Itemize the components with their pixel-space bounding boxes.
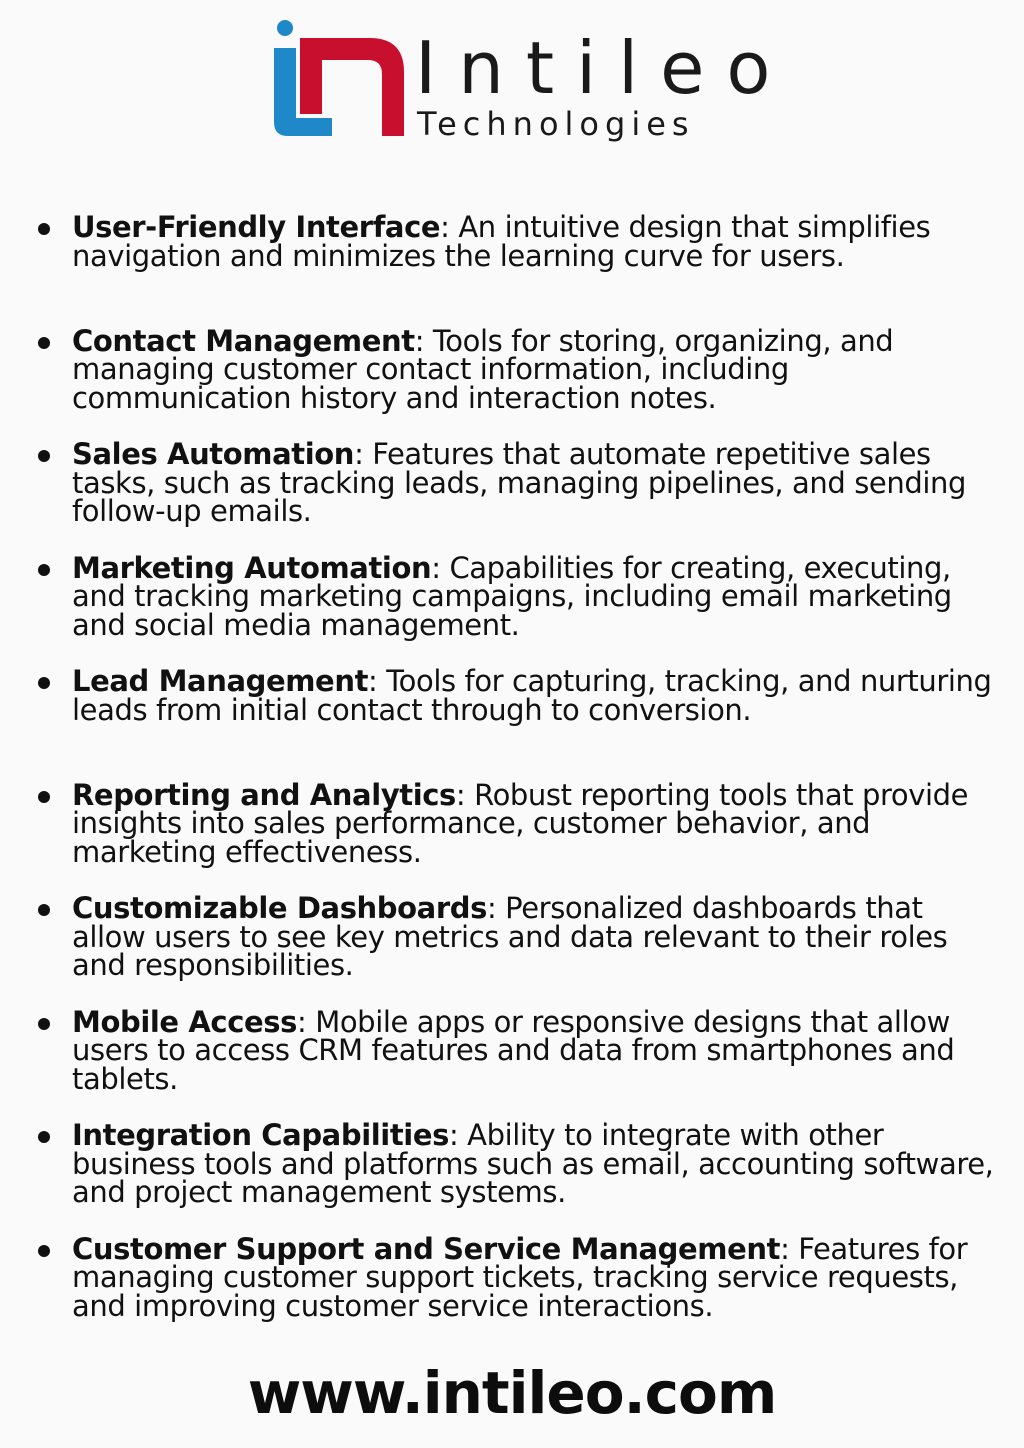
bullet-icon	[38, 1245, 50, 1257]
feature-name: Reporting and Analytics	[72, 777, 456, 812]
bullet-icon	[38, 1018, 50, 1030]
feature-name: Contact Management	[72, 323, 415, 358]
feature-description: Tools for storing, organizing, and managing customer contact information, including communication history and interaction notes.	[72, 323, 894, 415]
feature-description: Robust reporting tools that provide insights into sales performance, customer behavior, and marketing effectiveness.	[72, 777, 969, 869]
feature-description: Capabilities for creating, executing, and tracking marketing campaigns, including email marketing and social media management.	[72, 550, 952, 642]
list-item: Integration Capabilities: Ability to integrate with other business tools and platforms such as email, accounting software, and project management systems.	[0, 1121, 1024, 1235]
feature-description: An intuitive design that simplifies navigation and minimizes the learning curve for users.	[72, 210, 931, 273]
bullet-icon	[38, 450, 50, 462]
bullet-icon	[38, 1131, 50, 1143]
feature-name: Integration Capabilities	[72, 1118, 449, 1152]
feature-name: User-Friendly Interface	[72, 210, 441, 244]
list-item: Sales Automation: Features that automate repetitive sales tasks, such as tracking leads, managing pipelines, and sending follow-up emails.	[0, 440, 1024, 554]
list-item: Mobile Access: Mobile apps or responsive designs that allow users to access CRM features and data from smartphones and tablets.	[0, 1008, 1024, 1122]
list-item: Customizable Dashboards: Personalized dashboards that allow users to see key metrics and data relevant to their roles and responsibilities.	[0, 894, 1024, 1008]
feature-name: Marketing Automation	[72, 550, 432, 585]
list-item: Marketing Automation: Capabilities for creating, executing, and tracking marketing campaigns, including email marketing and social media management.	[0, 554, 1024, 668]
list-item: Customer Support and Service Management: Features for managing customer support tickets, tracking service requests, and improving customer service interactions.	[0, 1235, 1024, 1349]
feature-list	[0, 210, 1024, 1348]
feature-description: Mobile apps or responsive designs that allow users to access CRM features and data from smartphones and tablets.	[72, 1004, 955, 1096]
brand-subtitle: Technologies	[417, 105, 695, 143]
feature-name: Customer Support and Service Management	[72, 1231, 781, 1266]
bullet-icon	[38, 564, 50, 576]
website-url: www.intileo.com	[247, 1359, 777, 1427]
bullet-icon	[38, 904, 50, 916]
list-item: Contact Management: Tools for storing, organizing, and managing customer contact information, including communication history and interaction notes.	[0, 327, 1024, 441]
bullet-icon	[38, 677, 50, 689]
bullet-icon	[38, 791, 50, 803]
intileo-logo-icon	[270, 18, 410, 148]
list-item: Reporting and Analytics: Robust reporting tools that provide insights into sales performance, customer behavior, and marketing effectiveness.	[0, 781, 1024, 895]
feature-name: Mobile Access	[72, 1004, 298, 1039]
feature-name: Sales Automation	[72, 437, 355, 471]
brand-name: Intileo	[415, 26, 793, 110]
feature-name: Customizable Dashboards	[72, 891, 487, 925]
feature-description: Features that automate repetitive sales tasks, such as tracking leads, managing pipelines, and sending follow-up emails.	[72, 437, 967, 528]
brand-logo	[270, 18, 793, 148]
list-item: User-Friendly Interface: An intuitive design that simplifies navigation and minimizes the learning curve for users.	[0, 213, 1024, 327]
feature-description: Ability to integrate with other business tools and platforms such as email, accounting software, and project management systems.	[72, 1118, 994, 1209]
bullet-icon	[38, 337, 50, 349]
feature-description: Features for managing customer support tickets, tracking service requests, and improving customer service interactions.	[72, 1231, 968, 1323]
bullet-icon	[38, 223, 50, 235]
feature-description: Personalized dashboards that allow users to see key metrics and data relevant to their roles and responsibilities.	[72, 891, 948, 982]
feature-description: Tools for capturing, tracking, and nurturing leads from initial contact through to conversion.	[72, 664, 992, 727]
feature-name: Lead Management	[72, 664, 369, 698]
list-item: Lead Management: Tools for capturing, tracking, and nurturing leads from initial contact through to conversion.	[0, 667, 1024, 781]
